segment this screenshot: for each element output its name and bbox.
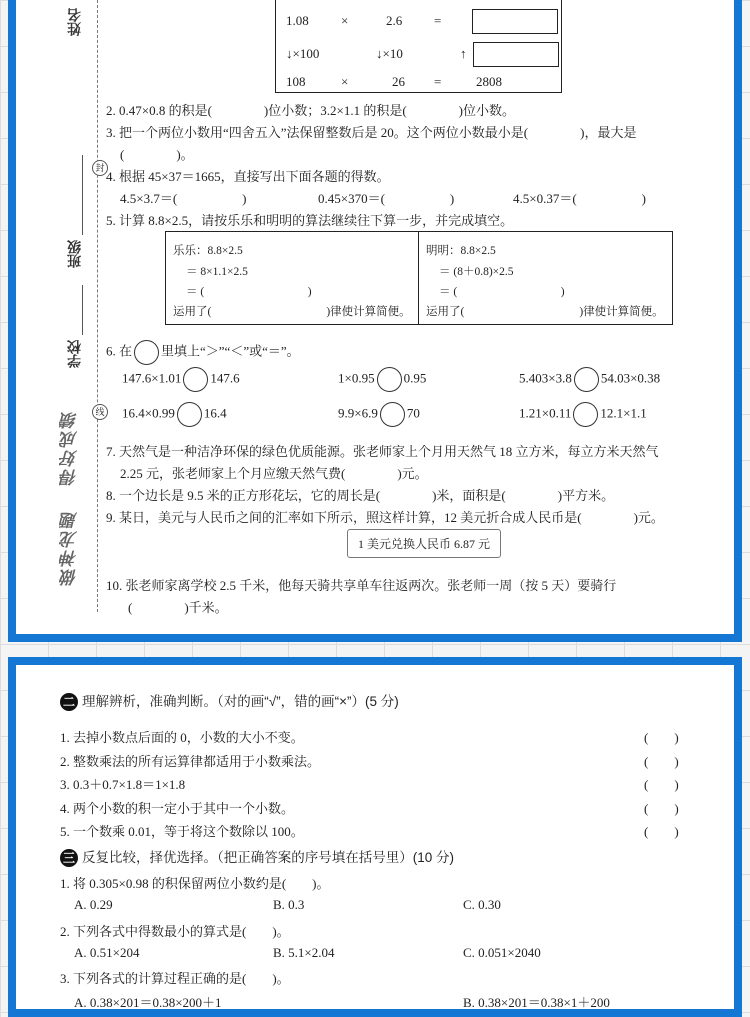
choice-option[interactable]: A. 0.38×201＝0.38×200＋1 [74,995,222,1010]
text: 16.4 [203,405,227,421]
text: 明明：8.8×2.5 [426,245,496,257]
text: 108 [286,74,306,89]
text: 26 [392,74,405,89]
section-number: 三 [60,849,78,867]
q4-sub: 4.5×0.37＝( ) [513,191,646,206]
judgement-item: 4. 两个小数的积一定小于其中一个小数。 [60,800,295,816]
choice-question: 1. 将 0.305×0.98 的积保留两位小数约是( )。 [60,876,330,891]
text: × [341,13,349,28]
text: = [434,13,442,28]
question-2: 2. 0.47×0.8 的积是( )位小数；3.2×1.1 的积是( )位小数。 [106,103,515,118]
text: 54.03×0.38 [600,370,661,386]
text: 147.6 [210,370,240,386]
answer-box[interactable] [472,9,558,34]
worksheet-page-top [8,0,742,642]
question-4: 4. 根据 45×37＝1665，直接写出下面各题的得数。 [106,169,390,184]
question-5: 5. 计算 8.8×2.5，请按乐乐和明明的算法继续往下算一步，并完成填空。 [106,213,514,228]
judgement-item: 3. 0.3＋0.7×1.8＝1×1.8 [60,777,186,792]
answer-paren[interactable]: ( ) [644,753,679,769]
section-2-header [60,690,399,711]
text: ↓×10 [376,46,403,61]
text: × [341,74,349,89]
answer-paren[interactable]: ( ) [644,824,679,839]
choice-option[interactable]: B. 0.3 [273,897,305,912]
q4-sub: 4.5×3.7＝( ) [120,191,247,206]
slogan-2: 得好成绩 [61,410,80,486]
text: 1.08 [286,13,309,28]
answer-paren[interactable]: ( ) [644,730,679,745]
judgement-item: 5. 一个数乘 0.01，等于将这个数除以 100。 [60,824,304,839]
choice-option[interactable]: C. 0.051×2040 [463,944,541,960]
text: 16.4×0.99 [122,405,175,421]
text: 1.21×0.11 [519,405,572,421]
seal-mark: 线 [92,404,108,420]
question-7-cont: 2.25 元，张老师家上个月应缴天然气费( )元。 [120,466,428,481]
circle-blank [134,340,159,365]
comparison-item [122,367,240,392]
section-title: 理解辨析，准确判断。（对的画“√”，错的画“×”）(5 分) [82,694,399,709]
text: 运用了( )律使计算简便。 [426,306,664,318]
q1-diagram [275,0,562,93]
text: ＝ ( ) [439,286,565,298]
choice-option[interactable]: A. 0.29 [74,897,113,912]
name-line [82,155,83,235]
question-10-cont: ( )千米。 [128,600,228,615]
text: ↓×100 [286,46,320,61]
judgement-item: 1. 去掉小数点后面的 0，小数的大小不变。 [60,730,304,745]
question-8: 8. 一个边长是 9.5 米的正方形花坛，它的周长是( )米，面积是( )平方米。 [106,488,615,503]
exchange-rate-badge: 1 美元兑换人民币 6.87 元 [347,529,501,558]
question-3: 3. 把一个两位小数用“四舍五入”法保留整数后是 20。这个两位小数最小是( )，最大是 [106,125,637,140]
text: 0.95 [403,370,427,386]
class-line [82,285,83,335]
text: 70 [406,405,420,421]
choice-option[interactable]: C. 0.30 [463,897,501,912]
circle-blank[interactable] [177,402,202,427]
name-label: 姓名 [66,8,82,36]
slogan-1: 做神龙题 [61,510,80,586]
choice-question: 3. 下列各式的计算过程正确的是( )。 [60,971,290,986]
section-3-header [60,846,454,867]
text: ＝ (8＋0.8)×2.5 [439,266,514,278]
choice-option[interactable]: B. 0.38×201＝0.38×1＋200 [463,995,610,1010]
class-label: 班级 [66,240,82,268]
comparison-item [338,402,420,427]
section-title: 反复比较，择优选择。（把正确答案的序号填在括号里）(10 分) [82,850,455,865]
seal-mark: 封 [92,160,108,176]
worksheet-page-bottom [8,657,742,1017]
text: ＝ 8×1.1×2.5 [186,266,248,278]
text: 5.403×3.8 [519,370,572,386]
circle-blank[interactable] [377,367,402,392]
section-number: 二 [60,693,78,711]
question-7: 7. 天然气是一种洁净环保的绿色优质能源。张老师家上个月用天然气 18 立方米，每立方米天然气 [106,444,659,459]
text: ↑ [460,46,467,61]
question-6 [106,340,300,365]
text: 6. 在 [106,343,133,359]
text: 乐乐：8.8×2.5 [173,245,243,257]
circle-blank[interactable] [380,402,405,427]
circle-blank[interactable] [573,402,598,427]
comparison-item [519,367,660,392]
q4-sub: 0.45×370＝( ) [318,191,455,206]
comparison-item [519,402,647,427]
circle-blank[interactable] [183,367,208,392]
text: 1×0.95 [338,370,375,386]
answer-paren[interactable]: ( ) [644,777,679,792]
answer-paren[interactable]: ( ) [644,800,679,816]
question-9: 9. 某日，美元与人民币之间的汇率如下所示，照这样计算，12 美元折合成人民币是( )元。 [106,510,664,525]
text: 2808 [476,74,502,89]
answer-box[interactable] [473,42,559,67]
text: = [434,74,442,89]
choice-option[interactable]: B. 5.1×2.04 [273,944,335,960]
text: ＝ ( ) [186,286,312,298]
text: 里填上“＞”“＜”或“＝”。 [161,343,300,359]
comparison-item [122,402,227,427]
text: 9.9×6.9 [338,405,378,421]
comparison-item [338,367,426,392]
question-10: 10. 张老师家离学校 2.5 千米，他每天骑共享单车往返两次。张老师一周（按 5 天）要骑行 [106,578,617,593]
text: 运用了( )律使计算简便。 [173,306,411,318]
school-label: 学校 [66,340,82,368]
circle-blank[interactable] [574,367,599,392]
question-3-cont: ( )。 [120,147,194,162]
text: 147.6×1.01 [122,370,182,386]
choice-option[interactable]: A. 0.51×204 [74,944,140,960]
text: 2.6 [386,13,403,28]
text: 12.1×1.1 [600,405,647,421]
choice-question: 2. 下列各式中得数最小的算式是( )。 [60,923,290,939]
q5-box [165,231,673,325]
judgement-item: 2. 整数乘法的所有运算律都适用于小数乘法。 [60,753,321,769]
cut-line [97,0,98,612]
